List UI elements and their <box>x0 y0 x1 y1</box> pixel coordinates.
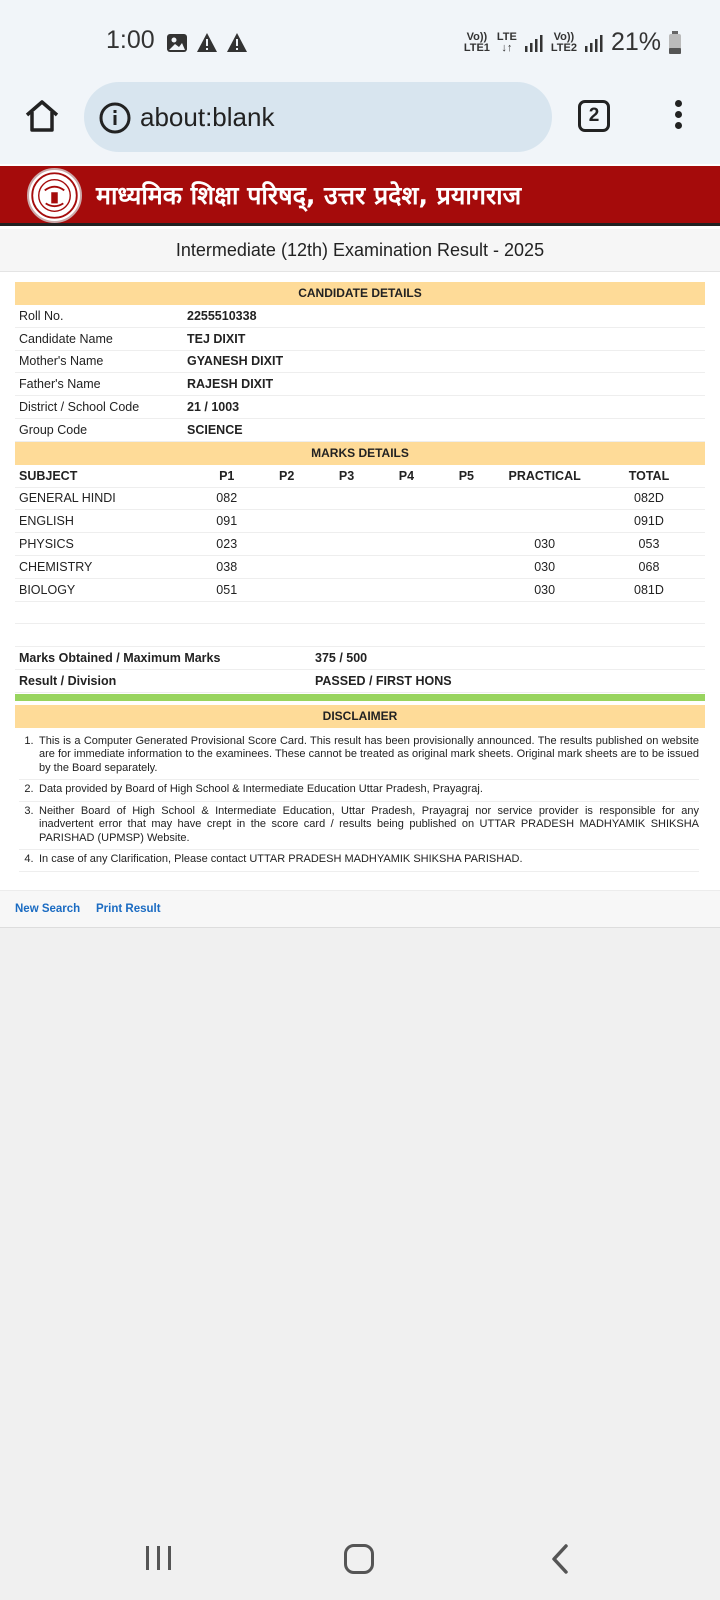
marks-row <box>15 510 705 533</box>
marks-row <box>15 556 705 579</box>
marks-cell-total: 082D <box>634 491 664 506</box>
status-time: 1:00 <box>106 26 155 54</box>
marks-row <box>15 533 705 556</box>
marks-cell-total: 081D <box>634 582 664 597</box>
candidate-row <box>15 396 705 419</box>
col-practical: PRACTICAL <box>508 468 581 483</box>
candidate-field-label: Roll No. <box>19 308 64 323</box>
marks-cell-p1: 038 <box>216 559 238 574</box>
info-icon[interactable] <box>98 101 132 135</box>
result-value: PASSED / FIRST HONS <box>315 673 452 688</box>
marks-row <box>15 579 705 602</box>
warning-icon <box>196 32 218 54</box>
disclaimer-number: 3. <box>24 804 34 817</box>
disclaimer-text: Neither Board of High School & Intermediate Education, Uttar Pradesh, Prayagraj nor service provider is responsible for any inadvertent error that may have crept in the score card / results being published on UTTAR PRADESH MADHYAMIK SHIKSHA PARISHAD (UPMSP) Website. <box>39 804 699 844</box>
warning-icon <box>226 32 248 54</box>
result-page <box>0 164 720 928</box>
marks-cell-total: 091D <box>634 514 664 529</box>
candidate-field-value: SCIENCE <box>187 422 243 437</box>
candidate-heading: CANDIDATE DETAILS <box>15 282 705 305</box>
marks-summary-value: 375 / 500 <box>315 651 368 666</box>
candidate-row <box>15 373 705 396</box>
notification-icons <box>166 32 248 54</box>
candidate-row <box>15 328 705 351</box>
col-p4: P4 <box>398 468 415 483</box>
marks-cell-p1: 023 <box>216 537 238 552</box>
sim2-label: Vo)) LTE2 <box>550 30 577 54</box>
upmsp-logo <box>27 168 82 223</box>
marks-cell-p1: 091 <box>216 514 238 529</box>
candidate-field-label: Group Code <box>19 422 88 437</box>
candidate-field-value: GYANESH DIXIT <box>187 354 284 369</box>
address-bar[interactable] <box>84 82 552 152</box>
marks-heading: MARKS DETAILS <box>15 442 705 465</box>
disclaimer-number: 4. <box>24 853 34 866</box>
result-label: Result / Division <box>19 673 117 688</box>
new-search-link[interactable]: New Search <box>15 903 81 915</box>
candidate-field-label: District / School Code <box>19 400 140 415</box>
battery-icon <box>668 31 682 55</box>
candidate-field-value: 2255510338 <box>187 308 257 323</box>
marks-cell-total: 068 <box>638 559 660 574</box>
sim1-label: Vo)) LTE1 <box>463 30 490 54</box>
disclaimer-item <box>19 780 699 802</box>
candidate-row <box>15 351 705 374</box>
marks-cell-subject: CHEMISTRY <box>19 559 93 574</box>
marks-cell-practical: 030 <box>534 559 556 574</box>
candidate-field-value: RAJESH DIXIT <box>187 377 274 392</box>
marks-header-row <box>15 465 705 488</box>
disclaimer-text: In case of any Clarification, Please contact UTTAR PRADESH MADHYAMIK SHIKSHA PARISHAD. <box>39 853 523 866</box>
marks-cell-subject: PHYSICS <box>19 537 74 552</box>
marks-cell-p1: 082 <box>216 491 238 506</box>
candidate-field-value: TEJ DIXIT <box>187 331 246 346</box>
marks-cell-p1: 051 <box>216 582 238 597</box>
candidate-field-label: Candidate Name <box>19 331 113 346</box>
disclaimer-item <box>19 802 699 851</box>
disclaimer-text: This is a Computer Generated Provisional Score Card. This result has been provisionally announced. The results published on website are for immediate information to the examinees. These cannot be treated as original mark sheets. Original mark sheets are to be issued by the Board separately. <box>39 734 699 774</box>
marks-table <box>15 488 705 602</box>
status-right <box>464 28 682 57</box>
marks-cell-subject: GENERAL HINDI <box>19 491 116 506</box>
marks-summary-row <box>15 647 705 670</box>
home-icon[interactable] <box>22 96 62 136</box>
marks-cell-subject: ENGLISH <box>19 514 74 529</box>
signal-icon <box>584 33 604 53</box>
recent-apps-icon[interactable] <box>144 1544 174 1572</box>
marks-cell-total: 053 <box>638 537 660 552</box>
image-icon <box>166 32 188 54</box>
result-row <box>15 670 705 693</box>
page-footer <box>0 890 720 927</box>
col-p2: P2 <box>278 468 295 483</box>
col-total: TOTAL <box>628 468 670 483</box>
browser-toolbar <box>0 80 720 164</box>
marks-cell-subject: BIOLOGY <box>19 582 76 597</box>
disclaimer-text: Data provided by Board of High School & Intermediate Education Uttar Pradesh, Prayagraj. <box>39 783 483 796</box>
org-banner <box>0 166 720 226</box>
url-text[interactable]: about:blank <box>140 102 275 132</box>
marks-row <box>15 488 705 511</box>
col-p5: P5 <box>458 468 474 483</box>
candidate-table <box>15 305 705 442</box>
candidate-row <box>15 305 705 328</box>
lte-label: LTE ↓↑ <box>496 30 517 54</box>
exam-title: Intermediate (12th) Examination Result - 2025 <box>175 240 545 260</box>
candidate-section <box>15 282 705 872</box>
back-icon[interactable] <box>550 1544 570 1574</box>
battery-percent: 21% <box>610 28 661 56</box>
col-p1: P1 <box>219 468 235 483</box>
col-subject: SUBJECT <box>19 468 78 483</box>
disclaimer-number: 1. <box>24 734 34 747</box>
tabs-icon[interactable]: 2 <box>578 100 610 132</box>
print-result-link[interactable]: Print Result <box>96 903 161 915</box>
candidate-field-value: 21 / 1003 <box>187 400 240 415</box>
signal-icon <box>524 33 544 53</box>
disclaimer-heading: DISCLAIMER <box>15 705 705 728</box>
disclaimer-list <box>15 728 705 872</box>
disclaimer-item <box>19 850 699 872</box>
exam-strip <box>0 229 720 272</box>
org-title: माध्यमिक शिक्षा परिषद्, उत्तर प्रदेश, प्रयागराज <box>96 181 522 210</box>
marks-summary-label: Marks Obtained / Maximum Marks <box>19 651 221 666</box>
disclaimer-item <box>19 732 699 781</box>
spacer-row <box>15 602 705 625</box>
more-vert-icon[interactable] <box>668 100 688 134</box>
spacer-row <box>15 624 705 647</box>
result-status-bar <box>15 694 705 701</box>
candidate-row <box>15 419 705 442</box>
status-bar <box>0 0 720 80</box>
marks-cell-practical: 030 <box>534 582 556 597</box>
candidate-field-label: Father's Name <box>19 377 101 392</box>
disclaimer-number: 2. <box>24 783 34 796</box>
home-nav-icon[interactable] <box>344 1544 374 1574</box>
col-p3: P3 <box>338 468 355 483</box>
marks-cell-practical: 030 <box>534 537 556 552</box>
candidate-field-label: Mother's Name <box>19 354 104 369</box>
system-nav-bar <box>0 1520 720 1600</box>
